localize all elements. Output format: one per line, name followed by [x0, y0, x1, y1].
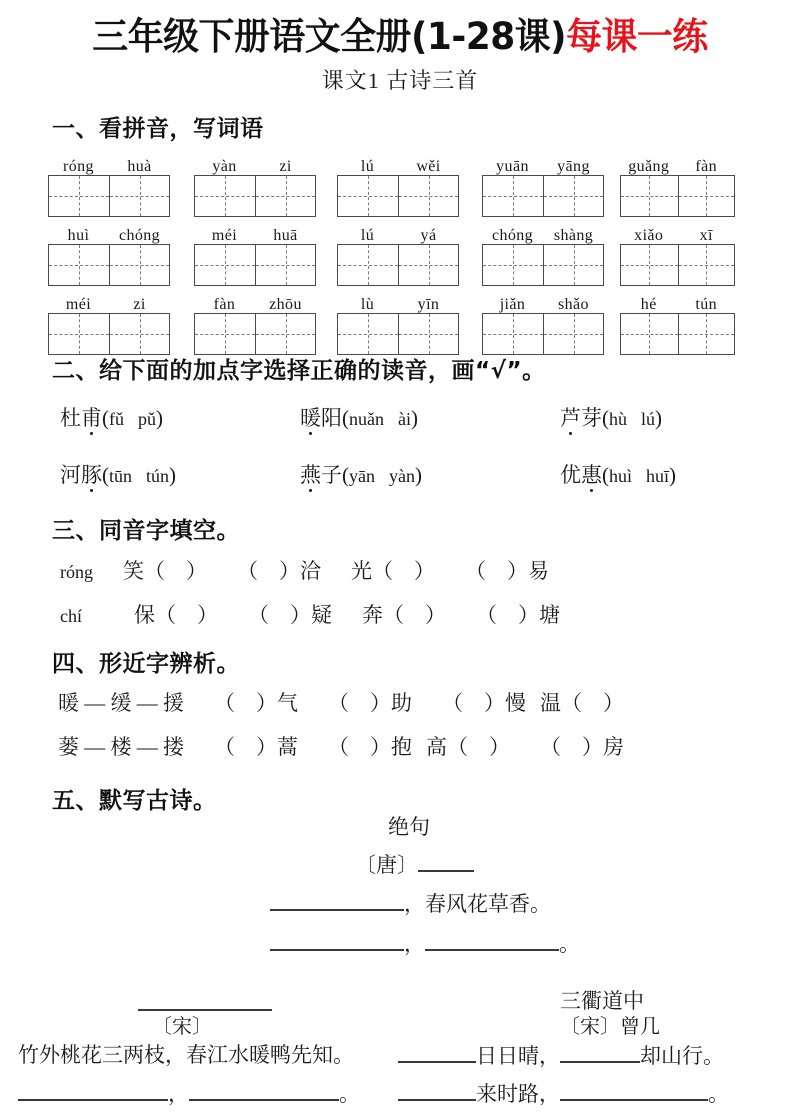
pinyin-option[interactable]: ài	[398, 409, 411, 429]
pinyin-word-cell	[194, 219, 316, 286]
pinyin-option[interactable]: yàn	[389, 466, 415, 486]
dotted-character: 甫	[81, 406, 102, 430]
tianzige-box[interactable]	[48, 244, 170, 286]
similar-char-blank[interactable]: 高（ ）	[426, 735, 510, 759]
pinyin-word-cell	[620, 150, 735, 217]
pinyin-syllable: jiǎn	[499, 296, 526, 313]
tianzige-cell[interactable]	[678, 176, 735, 216]
homophone-blank[interactable]: 光（ ）	[351, 559, 435, 583]
pinyin-syllable: lú	[360, 158, 375, 175]
pinyin-option[interactable]: lú	[641, 409, 656, 429]
tianzige-cell[interactable]	[109, 245, 169, 285]
poem3-line-1	[398, 1042, 724, 1069]
dotted-character: 惠	[581, 463, 602, 487]
page-title	[12, 16, 788, 57]
poem3-title: 三衢道中	[560, 989, 644, 1013]
pinyin-option[interactable]: huī	[646, 466, 670, 486]
poem1-dynasty: 〔唐〕	[355, 853, 418, 877]
poem1-line-2	[270, 930, 580, 957]
tianzige-cell[interactable]	[543, 314, 603, 354]
similar-char-blank[interactable]: （ ）房	[540, 735, 624, 759]
section-3-heading: 三、同音字填空。	[52, 518, 240, 544]
similar-char-set: 暖 — 缓 — 援	[58, 691, 184, 715]
section-5-heading: 五、默写古诗。	[52, 788, 217, 814]
tianzige-cell[interactable]	[338, 176, 398, 216]
homophone-pinyin: chí	[60, 606, 82, 626]
pinyin-syllable: wěi	[416, 158, 441, 175]
tianzige-cell[interactable]	[49, 245, 109, 285]
tianzige-box[interactable]	[337, 244, 459, 286]
pinyin-syllable: shàng	[553, 227, 594, 244]
dotted-character: 芦	[560, 406, 581, 430]
pinyin-syllable: méi	[65, 296, 92, 313]
poem3-line2-blank-b[interactable]	[560, 1080, 708, 1101]
tone-choice-item[interactable]: 优惠(huì huī)	[560, 463, 677, 487]
pinyin-option[interactable]: huì	[609, 466, 633, 486]
pinyin-word-cell	[620, 219, 735, 286]
section-2-heading: 二、给下面的加点字选择正确的读音，画“√”。	[52, 358, 546, 384]
pinyin-word-cell	[194, 288, 316, 355]
tone-choice-item[interactable]: 燕子(yān yàn)	[300, 463, 422, 487]
tianzige-cell[interactable]	[338, 314, 398, 354]
similar-char-blank[interactable]: （ ）慢	[442, 691, 526, 715]
poem3-line2-period: 。	[708, 1082, 729, 1106]
pinyin-syllable: huà	[127, 158, 152, 175]
pinyin-syllable: xiǎo	[634, 227, 664, 244]
poem1-line1-blank[interactable]	[270, 890, 404, 911]
word-prefix: 杜	[60, 406, 81, 430]
pinyin-word-cell	[194, 150, 316, 217]
poem2-dynasty: 〔宋〕	[152, 1016, 212, 1038]
poem2-title-blank-wrap	[138, 990, 272, 1017]
tianzige-cell[interactable]	[49, 176, 109, 216]
tianzige-box[interactable]	[194, 244, 316, 286]
similar-char-blank[interactable]: （ ）助	[328, 691, 412, 715]
poem2-line2-blank-a[interactable]	[18, 1080, 168, 1101]
pinyin-word-cell	[482, 288, 604, 355]
tianzige-cell[interactable]	[483, 176, 543, 216]
pinyin-syllable: chóng	[118, 227, 161, 244]
pinyin-word-cell	[482, 150, 604, 217]
poem3-line2-blank-a[interactable]	[398, 1080, 476, 1101]
poem1-line2-blank-b[interactable]	[425, 930, 559, 951]
pinyin-syllable: zhōu	[269, 296, 302, 313]
pinyin-syllable: xī	[699, 227, 713, 244]
poem1-line-1	[270, 890, 551, 917]
pinyin-syllable: yá	[420, 227, 437, 244]
pinyin-word-cell	[620, 288, 735, 355]
pinyin-word-cell	[337, 219, 459, 286]
tianzige-cell[interactable]	[255, 245, 315, 285]
pinyin-word-cell	[48, 288, 170, 355]
tianzige-cell[interactable]	[543, 245, 603, 285]
pinyin-option[interactable]: hù	[609, 409, 627, 429]
tianzige-box[interactable]	[620, 175, 735, 217]
homophone-row	[60, 602, 560, 629]
pinyin-option[interactable]: yān	[349, 466, 375, 486]
pinyin-syllable: zi	[133, 296, 146, 313]
tianzige-box[interactable]	[48, 175, 170, 217]
pinyin-syllable: guǎng	[628, 158, 670, 175]
tianzige-box[interactable]	[482, 313, 604, 355]
pinyin-grid-block	[48, 150, 748, 357]
tianzige-cell[interactable]	[398, 245, 458, 285]
pinyin-row	[48, 219, 748, 288]
pinyin-syllable: yuān	[496, 158, 529, 175]
tianzige-cell[interactable]	[109, 314, 169, 354]
page-title-red: 每课一练	[566, 15, 708, 58]
tianzige-cell[interactable]	[678, 314, 735, 354]
tianzige-cell[interactable]	[543, 176, 603, 216]
pinyin-syllable: méi	[211, 227, 238, 244]
pinyin-syllable: lù	[360, 296, 375, 313]
tianzige-cell[interactable]	[195, 176, 255, 216]
tianzige-cell[interactable]	[621, 176, 678, 216]
pinyin-word-cell	[337, 150, 459, 217]
homophone-blank[interactable]: 保（ ）	[134, 603, 218, 627]
tianzige-box[interactable]	[482, 175, 604, 217]
section-1-heading: 一、看拼音，写词语	[52, 116, 264, 142]
tone-choice-item[interactable]: 暖阳(nuǎn ài)	[300, 406, 418, 430]
tianzige-cell[interactable]	[109, 176, 169, 216]
similar-char-row	[58, 690, 624, 716]
poem3-line1-blank-a[interactable]	[398, 1042, 476, 1063]
poem3-line1-end: 却山行。	[640, 1044, 724, 1068]
tianzige-box[interactable]	[194, 313, 316, 355]
homophone-pinyin: róng	[60, 562, 93, 582]
tianzige-cell[interactable]	[255, 176, 315, 216]
pinyin-syllable: huā	[273, 227, 298, 244]
pinyin-option[interactable]: fǔ	[109, 409, 124, 429]
pinyin-word-cell	[337, 288, 459, 355]
pinyin-syllable: tún	[695, 296, 718, 313]
section-4-heading: 四、形近字辨析。	[52, 651, 240, 677]
tianzige-cell[interactable]	[195, 245, 255, 285]
homophone-blank[interactable]: （ ）易	[465, 559, 549, 583]
word-suffix: 芽	[581, 406, 602, 430]
poem2-line2-comma: ，	[168, 1082, 189, 1106]
pinyin-syllable: chóng	[491, 227, 534, 244]
tianzige-box[interactable]	[620, 244, 735, 286]
poem2-line2-blank-b[interactable]	[189, 1080, 339, 1101]
tianzige-box[interactable]	[48, 313, 170, 355]
homophone-blank[interactable]: （ ）塘	[476, 603, 560, 627]
poem3-line1-blank-b[interactable]	[560, 1042, 640, 1063]
pinyin-syllable: zi	[279, 158, 292, 175]
pinyin-word-cell	[48, 219, 170, 286]
similar-char-blank[interactable]: 温（ ）	[540, 691, 624, 715]
pinyin-option[interactable]: tún	[146, 466, 170, 486]
homophone-row	[60, 558, 549, 585]
homophone-blank[interactable]: 笑（ ）	[123, 559, 207, 583]
page-subtitle: 课文1 古诗三首	[321, 68, 479, 94]
poem2-line-1: 竹外桃花三两枝，春江水暖鸭先知。	[18, 1043, 354, 1067]
dotted-character: 豚	[81, 463, 102, 487]
pinyin-word-cell	[482, 219, 604, 286]
word-prefix: 优	[560, 463, 581, 487]
poem1-line1-rest: ，春风花草香。	[404, 892, 551, 916]
dotted-character: 暖	[300, 406, 321, 430]
poem1-author-blank[interactable]	[418, 851, 474, 872]
tianzige-box[interactable]	[482, 244, 604, 286]
tianzige-cell[interactable]	[255, 314, 315, 354]
poem1-line2-comma: ，	[404, 932, 425, 956]
word-suffix: 阳	[321, 406, 342, 430]
tianzige-cell[interactable]	[398, 314, 458, 354]
pinyin-option[interactable]: pǔ	[138, 409, 156, 429]
similar-char-blank[interactable]: （ ）蒿	[214, 735, 298, 759]
homophone-blank[interactable]: （ ）疑	[248, 603, 332, 627]
pinyin-syllable: hé	[640, 296, 657, 313]
tianzige-box[interactable]	[337, 175, 459, 217]
word-prefix: 河	[60, 463, 81, 487]
pinyin-syllable: shǎo	[558, 296, 589, 313]
pinyin-syllable: lú	[360, 227, 375, 244]
tianzige-box[interactable]	[337, 313, 459, 355]
pinyin-row	[48, 288, 748, 357]
pinyin-syllable: huì	[67, 227, 90, 244]
tone-choice-item[interactable]: 芦芽(hù lú)	[560, 406, 663, 430]
poem3-line-2	[398, 1080, 729, 1107]
tianzige-box[interactable]	[620, 313, 735, 355]
pinyin-word-cell	[48, 150, 170, 217]
tianzige-cell[interactable]	[398, 176, 458, 216]
tone-choice-item[interactable]: 河豚(tūn tún)	[60, 463, 177, 487]
poem1-title: 绝句	[388, 815, 430, 839]
poem1-line2-blank-a[interactable]	[270, 930, 404, 951]
dotted-character: 燕	[300, 463, 321, 487]
tianzige-box[interactable]	[194, 175, 316, 217]
tianzige-cell[interactable]	[49, 314, 109, 354]
poem1-line2-period: 。	[559, 932, 580, 956]
pinyin-option[interactable]: tūn	[109, 466, 133, 486]
poem2-line2-period: 。	[339, 1082, 360, 1106]
pinyin-syllable: yīn	[417, 296, 440, 313]
tianzige-cell[interactable]	[195, 314, 255, 354]
poem3-line2-mid: 来时路，	[476, 1082, 560, 1106]
pinyin-row	[48, 150, 748, 219]
pinyin-syllable: fàn	[695, 158, 718, 175]
tianzige-cell[interactable]	[483, 314, 543, 354]
pinyin-option[interactable]: nuǎn	[349, 409, 384, 429]
tianzige-cell[interactable]	[338, 245, 398, 285]
pinyin-syllable: róng	[63, 158, 94, 175]
poem2-line-2	[18, 1080, 360, 1107]
tianzige-cell[interactable]	[678, 245, 735, 285]
pinyin-syllable: yāng	[557, 158, 590, 175]
similar-char-row	[58, 734, 624, 760]
page-header	[0, 0, 800, 95]
homophone-blank[interactable]: （ ）洽	[237, 559, 321, 583]
similar-char-blank[interactable]: （ ）抱	[328, 735, 412, 759]
tianzige-cell[interactable]	[621, 314, 678, 354]
poem3-line1-mid: 日日晴，	[476, 1044, 560, 1068]
page-title-black: 三年级下册语文全册(1-28课)	[92, 15, 567, 58]
homophone-blank[interactable]: 奔（ ）	[362, 603, 446, 627]
similar-char-blank[interactable]: （ ）气	[214, 691, 298, 715]
pinyin-syllable: yàn	[212, 158, 237, 175]
tianzige-cell[interactable]	[621, 245, 678, 285]
similar-char-set: 蒌 — 楼 — 搂	[58, 735, 184, 759]
poem3-attribution: 〔宋〕曾几	[560, 1016, 660, 1038]
tone-choice-item[interactable]: 杜甫(fǔ pǔ)	[60, 406, 163, 430]
tianzige-cell[interactable]	[483, 245, 543, 285]
poem2-title-blank[interactable]	[138, 990, 272, 1011]
word-suffix: 子	[321, 463, 342, 487]
pinyin-syllable: fàn	[213, 296, 236, 313]
poem1-attribution	[355, 851, 474, 878]
